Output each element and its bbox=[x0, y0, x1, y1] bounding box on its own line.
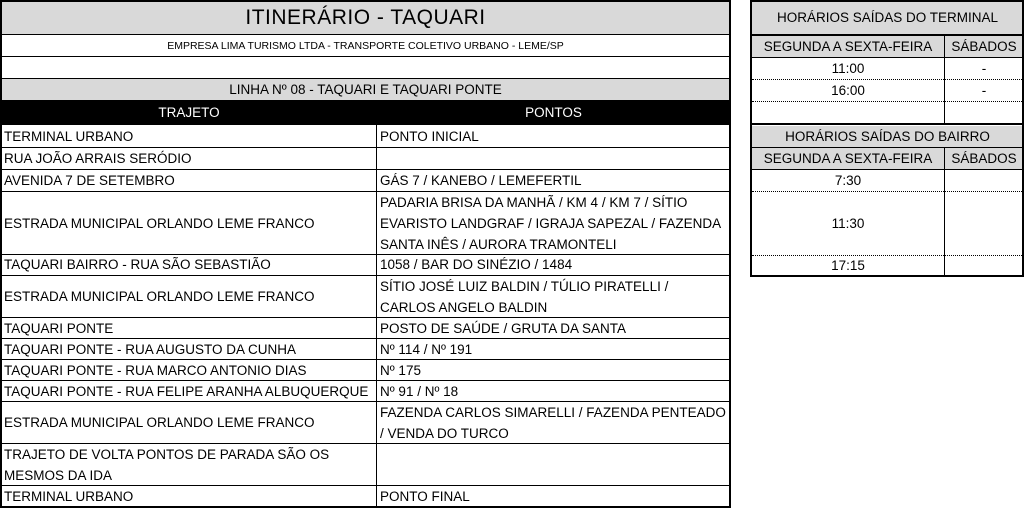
grid-line bbox=[0, 78, 731, 79]
stops-cell: 1058 / BAR DO SINÉZIO / 1484 bbox=[380, 257, 573, 272]
grid-line bbox=[0, 317, 731, 318]
stops-cell: POSTO DE SAÚDE / GRUTA DA SANTA bbox=[380, 320, 627, 336]
terminal-saturday-header: SÁBADOS bbox=[945, 36, 1023, 57]
grid-line bbox=[750, 169, 1024, 170]
route-cell: TERMINAL URBANO bbox=[4, 488, 134, 504]
grid-line bbox=[0, 275, 731, 276]
grid-line bbox=[0, 169, 731, 170]
terminal-weekday-time: 16:00 bbox=[831, 82, 865, 98]
grid-line bbox=[750, 34, 1024, 36]
dotted-line bbox=[752, 255, 1022, 256]
grid-line bbox=[750, 147, 1024, 148]
route-column-header: TRAJETO bbox=[1, 101, 377, 125]
grid-line bbox=[0, 380, 731, 381]
grid-line bbox=[0, 485, 731, 486]
route-cell: ESTRADA MUNICIPAL ORLANDO LEME FRANCO bbox=[4, 215, 315, 231]
route-cell: TERMINAL URBANO bbox=[4, 128, 134, 144]
stops-cell bbox=[377, 444, 730, 486]
bairro-saturday-header: SÁBADOS bbox=[945, 148, 1023, 169]
page-title: ITINERÁRIO - TAQUARI bbox=[1, 1, 730, 35]
dotted-line bbox=[752, 191, 1022, 192]
terminal-weekday-time: 11:00 bbox=[831, 60, 865, 76]
stops-cell: GÁS 7 / KANEBO / LEMEFERTIL bbox=[380, 172, 582, 188]
bairro-weekday-header: SEGUNDA A SEXTA-FEIRA bbox=[752, 148, 944, 169]
grid-line bbox=[0, 56, 731, 57]
bairro-saturday-time bbox=[945, 256, 1023, 275]
stops-cell: Nº 114 / Nº 191 bbox=[380, 341, 473, 357]
stops-column-header: PONTOS bbox=[377, 101, 730, 125]
dotted-line bbox=[752, 101, 1022, 102]
border-line bbox=[0, 0, 731, 2]
grid-line bbox=[0, 401, 731, 402]
border-line bbox=[750, 275, 1024, 277]
bairro-saturday-time bbox=[945, 170, 1023, 191]
grid-line bbox=[0, 359, 731, 360]
grid-line bbox=[0, 34, 731, 35]
grid-line bbox=[0, 338, 731, 339]
grid-line bbox=[0, 191, 731, 192]
route-cell: TAQUARI PONTE - RUA AUGUSTO DA CUNHA bbox=[4, 341, 297, 357]
blank-row bbox=[1, 57, 730, 79]
grid-line bbox=[750, 57, 1024, 58]
grid-line bbox=[0, 254, 731, 255]
stops-cell: PONTO INICIAL bbox=[380, 128, 479, 144]
column-divider bbox=[944, 148, 945, 276]
border-line bbox=[750, 123, 1024, 125]
stops-cell: FAZENDA CARLOS SIMARELLI / FAZENDA PENTEADO / VENDA DO TURCO bbox=[380, 405, 726, 441]
bairro-saturday-time bbox=[945, 192, 1023, 255]
route-cell: TAQUARI PONTE - RUA FELIPE ARANHA ALBUQUERQUE bbox=[4, 383, 369, 399]
terminal-saturday-time: - bbox=[981, 60, 987, 76]
column-divider bbox=[944, 36, 945, 124]
terminal-saturday-time bbox=[945, 102, 1023, 123]
route-cell: TAQUARI PONTE - RUA MARCO ANTONIO DIAS bbox=[4, 362, 307, 378]
route-cell: AVENIDA 7 DE SETEMBRO bbox=[4, 172, 175, 188]
border-line bbox=[750, 0, 752, 125]
dotted-line bbox=[752, 79, 1022, 80]
route-cell: ESTRADA MUNICIPAL ORLANDO LEME FRANCO bbox=[4, 289, 315, 304]
stops-cell: Nº 175 bbox=[380, 362, 421, 378]
bairro-weekday-time: 11:30 bbox=[831, 215, 865, 231]
route-cell: TAQUARI BAIRRO - RUA SÃO SEBASTIÃO bbox=[4, 257, 271, 272]
stops-cell: PONTO FINAL bbox=[380, 488, 470, 504]
terminal-saturday-time: - bbox=[981, 82, 987, 98]
stops-cell: SÍTIO JOSÉ LUIZ BALDIN / TÚLIO PIRATELLI / CARLOS ANGELO BALDIN bbox=[380, 279, 669, 315]
line-name: LINHA Nº 08 - TAQUARI E TAQUARI PONTE bbox=[1, 79, 730, 101]
route-cell: RUA JOÃO ARRAIS SERÓDIO bbox=[4, 150, 192, 166]
route-cell: TAQUARI PONTE bbox=[4, 320, 114, 336]
bairro-weekday-time: 17:15 bbox=[831, 257, 865, 273]
route-cell: ESTRADA MUNICIPAL ORLANDO LEME FRANCO bbox=[4, 415, 315, 430]
route-cell: TRAJETO DE VOLTA PONTOS DE PARADA SÃO OS MESMOS DA IDA bbox=[4, 447, 330, 483]
terminal-weekday-header: SEGUNDA A SEXTA-FEIRA bbox=[752, 36, 944, 57]
terminal-schedule-title: HORÁRIOS SAÍDAS DO TERMINAL bbox=[752, 1, 1023, 34]
grid-line bbox=[0, 443, 731, 444]
stops-cell bbox=[377, 148, 730, 169]
stops-cell: PADARIA BRISA DA MANHÃ / KM 4 / KM 7 / SÍTIO EVARISTO LANDGRAF / IGRAJA SAPEZAL / FAZENDA SANTA INÊS / AURORA TRAMONTELI bbox=[380, 195, 721, 252]
grid-line bbox=[0, 147, 731, 148]
company-name: EMPRESA LIMA TURISMO LTDA - TRANSPORTE COLETIVO URBANO - LEME/SP bbox=[167, 40, 564, 52]
column-divider bbox=[376, 125, 377, 508]
terminal-weekday-time bbox=[752, 102, 944, 123]
bairro-schedule-title: HORÁRIOS SAÍDAS DO BAIRRO bbox=[752, 126, 1023, 147]
stops-cell: Nº 91 / Nº 18 bbox=[380, 383, 459, 399]
grid-line bbox=[0, 100, 731, 101]
bairro-weekday-time: 7:30 bbox=[834, 172, 862, 188]
border-line bbox=[750, 0, 1024, 2]
